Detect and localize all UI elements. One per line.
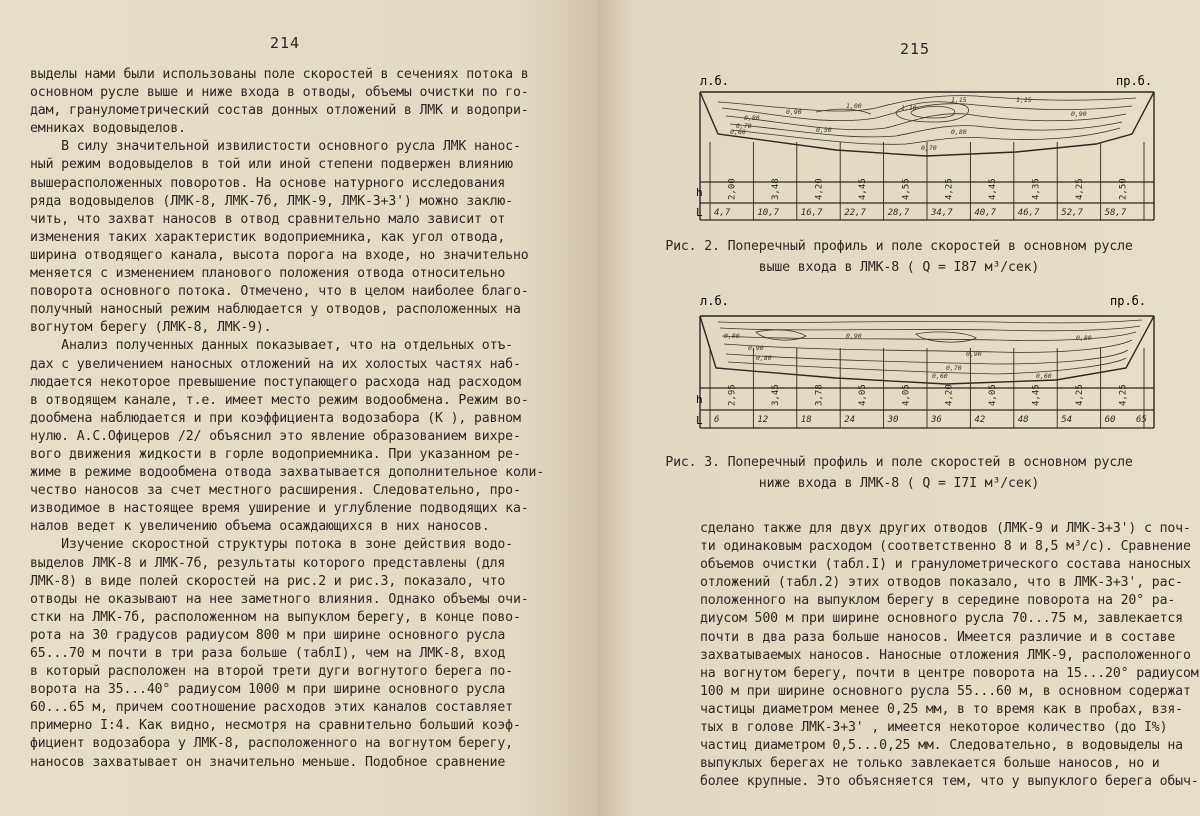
text-line: отложений (табл.2) этих отводов показало, что в ЛМК-3+3', рас-: [700, 575, 1183, 591]
h-row-label: h: [696, 393, 703, 406]
depth-value: 4,05: [988, 384, 999, 406]
distance-value: 24: [844, 415, 856, 425]
depth-value: 4,25: [1118, 384, 1129, 406]
right-bank-label: пр.б.: [1116, 74, 1153, 88]
text-line: наносов захватывает он значительно меньше. Подобное сравнение: [30, 754, 506, 770]
page-number-right: 215: [900, 40, 931, 58]
right-page: [598, 0, 1200, 816]
depth-value: 3,45: [771, 384, 782, 406]
text-line: диусом 500 м при ширине основного русла 70...75 м, завлекается: [700, 611, 1183, 627]
depth-value: 2,00: [727, 178, 738, 200]
depth-value: 4,45: [1031, 384, 1042, 406]
text-line: изменения таких характеристик водоприемника, как угол отвода,: [30, 229, 506, 245]
isoline-label: 0,50: [816, 126, 832, 134]
text-line: сделано также для двух других отводов (ЛМК-9 и ЛМК-3+3') с поч-: [700, 521, 1191, 536]
caption-line: Рис. 3. Поперечный профиль и поле скоростей в основном русле: [665, 455, 1133, 470]
text-line: более крупные. Это объясняется тем, что у выпуклого берега обыч-: [700, 774, 1199, 790]
text-line: вого движения жидкости в горле водоприемника. При указанном ре-: [30, 446, 521, 462]
text-line: дообмена наблюдается и при коэффициента водозабора (К ), равном: [30, 410, 521, 426]
isoline-label: 0,90: [1071, 110, 1087, 118]
text-line: В силу значительной извилистости основного русла ЛМК нанос-: [30, 139, 521, 155]
right-page-text: [700, 520, 1199, 791]
text-line: Изучение скоростной структуры потока в зоне действия водо-: [30, 537, 513, 553]
distance-value: 10,7: [757, 208, 780, 218]
isoline-label: 0,80: [724, 332, 740, 340]
text-line: получный наносный режим наблюдается у отводов, расположенных на: [30, 302, 521, 318]
distance-value: 54: [1061, 415, 1073, 425]
text-line: вогнутом берегу (ЛМК-8, ЛМК-9).: [30, 320, 272, 336]
depth-value: 4,55: [901, 178, 912, 200]
isoline-label: 0,70: [921, 144, 937, 152]
text-line: ряда водовыделов (ЛМК-8, ЛМК-7б, ЛМК-9, ЛМК-3+3') можно заклю-: [30, 193, 513, 209]
depth-value: 4,05: [901, 384, 912, 406]
text-line: жиме в режиме водообмена отвода захватывается дополнительное коли-: [30, 465, 545, 481]
distance-value: 46,7: [1017, 208, 1040, 218]
text-line: емниках водовыделов.: [30, 121, 186, 137]
depth-value: 4,25: [1074, 384, 1085, 406]
distance-value: 65: [1136, 415, 1147, 425]
left-bank-label: л.б.: [700, 294, 729, 308]
text-line: вышерасположенных поворотов. На основе натурного исследования: [30, 175, 506, 191]
text-line: почти в два раза больше наносов. Имеется различие и в составе: [700, 629, 1176, 645]
isoline-label: 0,90: [966, 350, 982, 358]
text-line: частиц диаметром 0,5...0,25 мм. Следовательно, в водовыделы на: [700, 738, 1183, 754]
depth-value: 3,78: [814, 384, 825, 406]
page-number-left: 214: [270, 34, 301, 52]
isoline-label: 1,10: [901, 104, 917, 112]
figure-3-caption: [598, 452, 1200, 494]
text-line: ный режим водовыделов в той или иной степени подвержен влиянию: [30, 157, 513, 173]
caption-line: Рис. 2. Поперечный профиль и поле скоростей в основном русле: [665, 239, 1133, 254]
text-line: захватываемых наносов. Наносные отложения ЛМК-9, расположенного: [700, 647, 1191, 663]
isoline-label: 1,15: [1016, 96, 1032, 104]
text-line: 60...65 м, причем соотношение расходов этих каналов составляет: [30, 700, 513, 716]
text-line: чество наносов за счет местного расширения. Следовательно, про-: [30, 483, 521, 499]
isoline-label: 0,80: [951, 128, 967, 136]
caption-line: выше входа в ЛМК-8 ( Q = I87 м³/сек): [758, 260, 1040, 275]
distance-value: 42: [974, 415, 986, 425]
left-page: [0, 0, 598, 816]
text-line: тых в голове ЛМК-3+3' , имеется некоторое количество (до I%): [700, 720, 1168, 736]
figure-2-cross-section: [696, 72, 1158, 222]
distance-value: 22,7: [844, 208, 866, 218]
figure-2-caption: [598, 236, 1200, 278]
text-line: ширина отводящего канала, высота порога на входе, но значительно: [30, 247, 529, 263]
text-line: меняется с изменением планового положения отвода относительно: [30, 266, 506, 282]
distance-value: 30: [887, 415, 899, 425]
depth-value: 4,35: [1031, 178, 1042, 200]
distance-value: 52,7: [1061, 208, 1083, 218]
L-row-label: L: [696, 414, 703, 427]
text-line: основном русле выше и ниже входа в отводы, объемы очистки по го-: [30, 85, 529, 101]
isoline-label: 0,80: [1076, 334, 1092, 342]
isoline-label: 0,60: [932, 372, 948, 380]
isoline-label: 0,70: [736, 122, 752, 130]
depth-value: 4,25: [1074, 178, 1085, 200]
isoline-label: 0,80: [756, 354, 772, 362]
isoline-label: 0,80: [744, 114, 760, 122]
left-page-text: [30, 66, 590, 772]
text-line: нулю. А.С.Офицеров /2/ объяснил это явление образованием вихре-: [30, 428, 521, 444]
distance-value: 40,7: [974, 208, 997, 218]
depth-value: 4,25: [944, 178, 955, 200]
text-line: 65...70 м почти в три раза больше (таблI), чем на ЛМК-8, вход: [30, 646, 506, 661]
text-line: объемов очистки (табл.I) и гранулометрического состава наносных: [700, 557, 1191, 573]
text-line: в который расположен на второй трети дуги вогнутого берега по-: [30, 664, 513, 680]
distance-value: 6: [714, 415, 720, 425]
right-bank-label: пр.б.: [1110, 294, 1147, 308]
text-line: дах с увеличением наносных отложений на их холостых частях наб-: [30, 356, 521, 372]
text-line: выделы нами были использованы поле скоростей в сечениях потока в: [30, 67, 529, 82]
text-line: изводимое в настоящее время уширение и углубление подводящих ка-: [30, 501, 529, 517]
text-line: рота на 30 градусов радиусом 800 м при ширине основного русла: [30, 627, 506, 643]
text-line: налов ведет к увеличению объема осаждающихся в них наносов.: [30, 519, 490, 535]
isoline-label: 0,70: [946, 364, 962, 372]
text-line: дам, гранулометрический состав донных отложений в ЛМК и водопри-: [30, 103, 529, 119]
text-line: людается некоторое превышение поступающего расхода над расходом: [30, 374, 521, 390]
text-line: примерно I:4. Как видно, несмотря на сравнительно больший коэф-: [30, 718, 521, 734]
figure-3-cross-section: [696, 292, 1158, 440]
depth-value: 2,95: [727, 384, 738, 406]
isoline-label: 1,00: [846, 102, 862, 110]
isoline-label: 0,60: [730, 128, 746, 136]
depth-value: 4,20: [944, 384, 955, 406]
text-line: положенного на выпуклом берегу в середине поворота на 20° ра-: [700, 593, 1176, 609]
text-line: отводы не оказывают на нее заметного влияния. Однако объемы очи-: [30, 591, 529, 607]
distance-value: 58,7: [1104, 208, 1127, 218]
distance-value: 4,7: [714, 208, 731, 218]
depth-value: 4,20: [814, 178, 825, 200]
distance-value: 28,7: [887, 208, 910, 218]
distance-value: 34,7: [931, 208, 953, 218]
distance-value: 60: [1104, 415, 1116, 425]
depth-value: 4,45: [857, 178, 868, 200]
text-line: ЛМК-8) в виде полей скоростей на рис.2 и рис.3, показало, что: [30, 573, 506, 589]
distance-value: 16,7: [800, 208, 823, 218]
left-bank-label: л.б.: [700, 74, 729, 88]
depth-value: 2,50: [1118, 178, 1129, 200]
text-line: ворота на 35...40° радиусом 1000 м при ширине основного русла: [30, 682, 506, 698]
text-line: Анализ полученных данных показывает, что на отдельных отъ-: [30, 338, 513, 354]
L-row-label: L: [696, 206, 703, 219]
isoline-label: 0,90: [748, 344, 764, 352]
text-line: 100 м при ширине основного русла 55...60 м, в основном содержат: [700, 683, 1191, 699]
text-line: выпуклых берегах не только завлекается больше наносов, но и: [700, 756, 1160, 772]
text-line: частицы диаметром менее 0,25 мм, в то время как в пробах, взя-: [700, 701, 1183, 717]
distance-value: 48: [1017, 415, 1029, 425]
depth-value: 4,05: [857, 384, 868, 406]
text-line: выделов ЛМК-8 и ЛМК-7б, результаты которого представлены (для: [30, 555, 506, 571]
text-line: поворота основного потока. Отмечено, что в целом наиболее благо-: [30, 284, 529, 300]
depth-value: 3,48: [771, 178, 782, 200]
text-line: на вогнутом берегу, почти в центре поворота на 15...20° радиусом: [700, 665, 1199, 681]
text-line: фициент водозабора у ЛМК-8, расположенного на вогнутом берегу,: [30, 736, 513, 752]
text-line: чить, что захват наносов в отвод сравнительно мало зависит от: [30, 211, 506, 227]
text-line: в отводящем канале, т.е. имеет место режим водообмена. Режим во-: [30, 392, 529, 408]
distance-value: 12: [757, 415, 769, 425]
depth-value: 4,45: [988, 178, 999, 200]
text-line: ти одинаковым расходом (соответственно 8 и 8,5 м³/с). Сравнение: [700, 539, 1191, 555]
isoline-label: 0,90: [846, 332, 862, 340]
caption-line: ниже входа в ЛМК-8 ( Q = I7I м³/сек): [758, 476, 1040, 491]
isoline-label: 0,90: [786, 108, 802, 116]
distance-value: 18: [800, 415, 812, 425]
text-line: стки на ЛМК-7б, расположенном на выпуклом берегу, в конце пово-: [30, 609, 521, 625]
h-row-label: h: [696, 186, 703, 199]
isoline-label: 0,60: [1036, 372, 1052, 380]
isoline-label: 1,15: [951, 96, 967, 104]
distance-value: 36: [931, 415, 942, 425]
